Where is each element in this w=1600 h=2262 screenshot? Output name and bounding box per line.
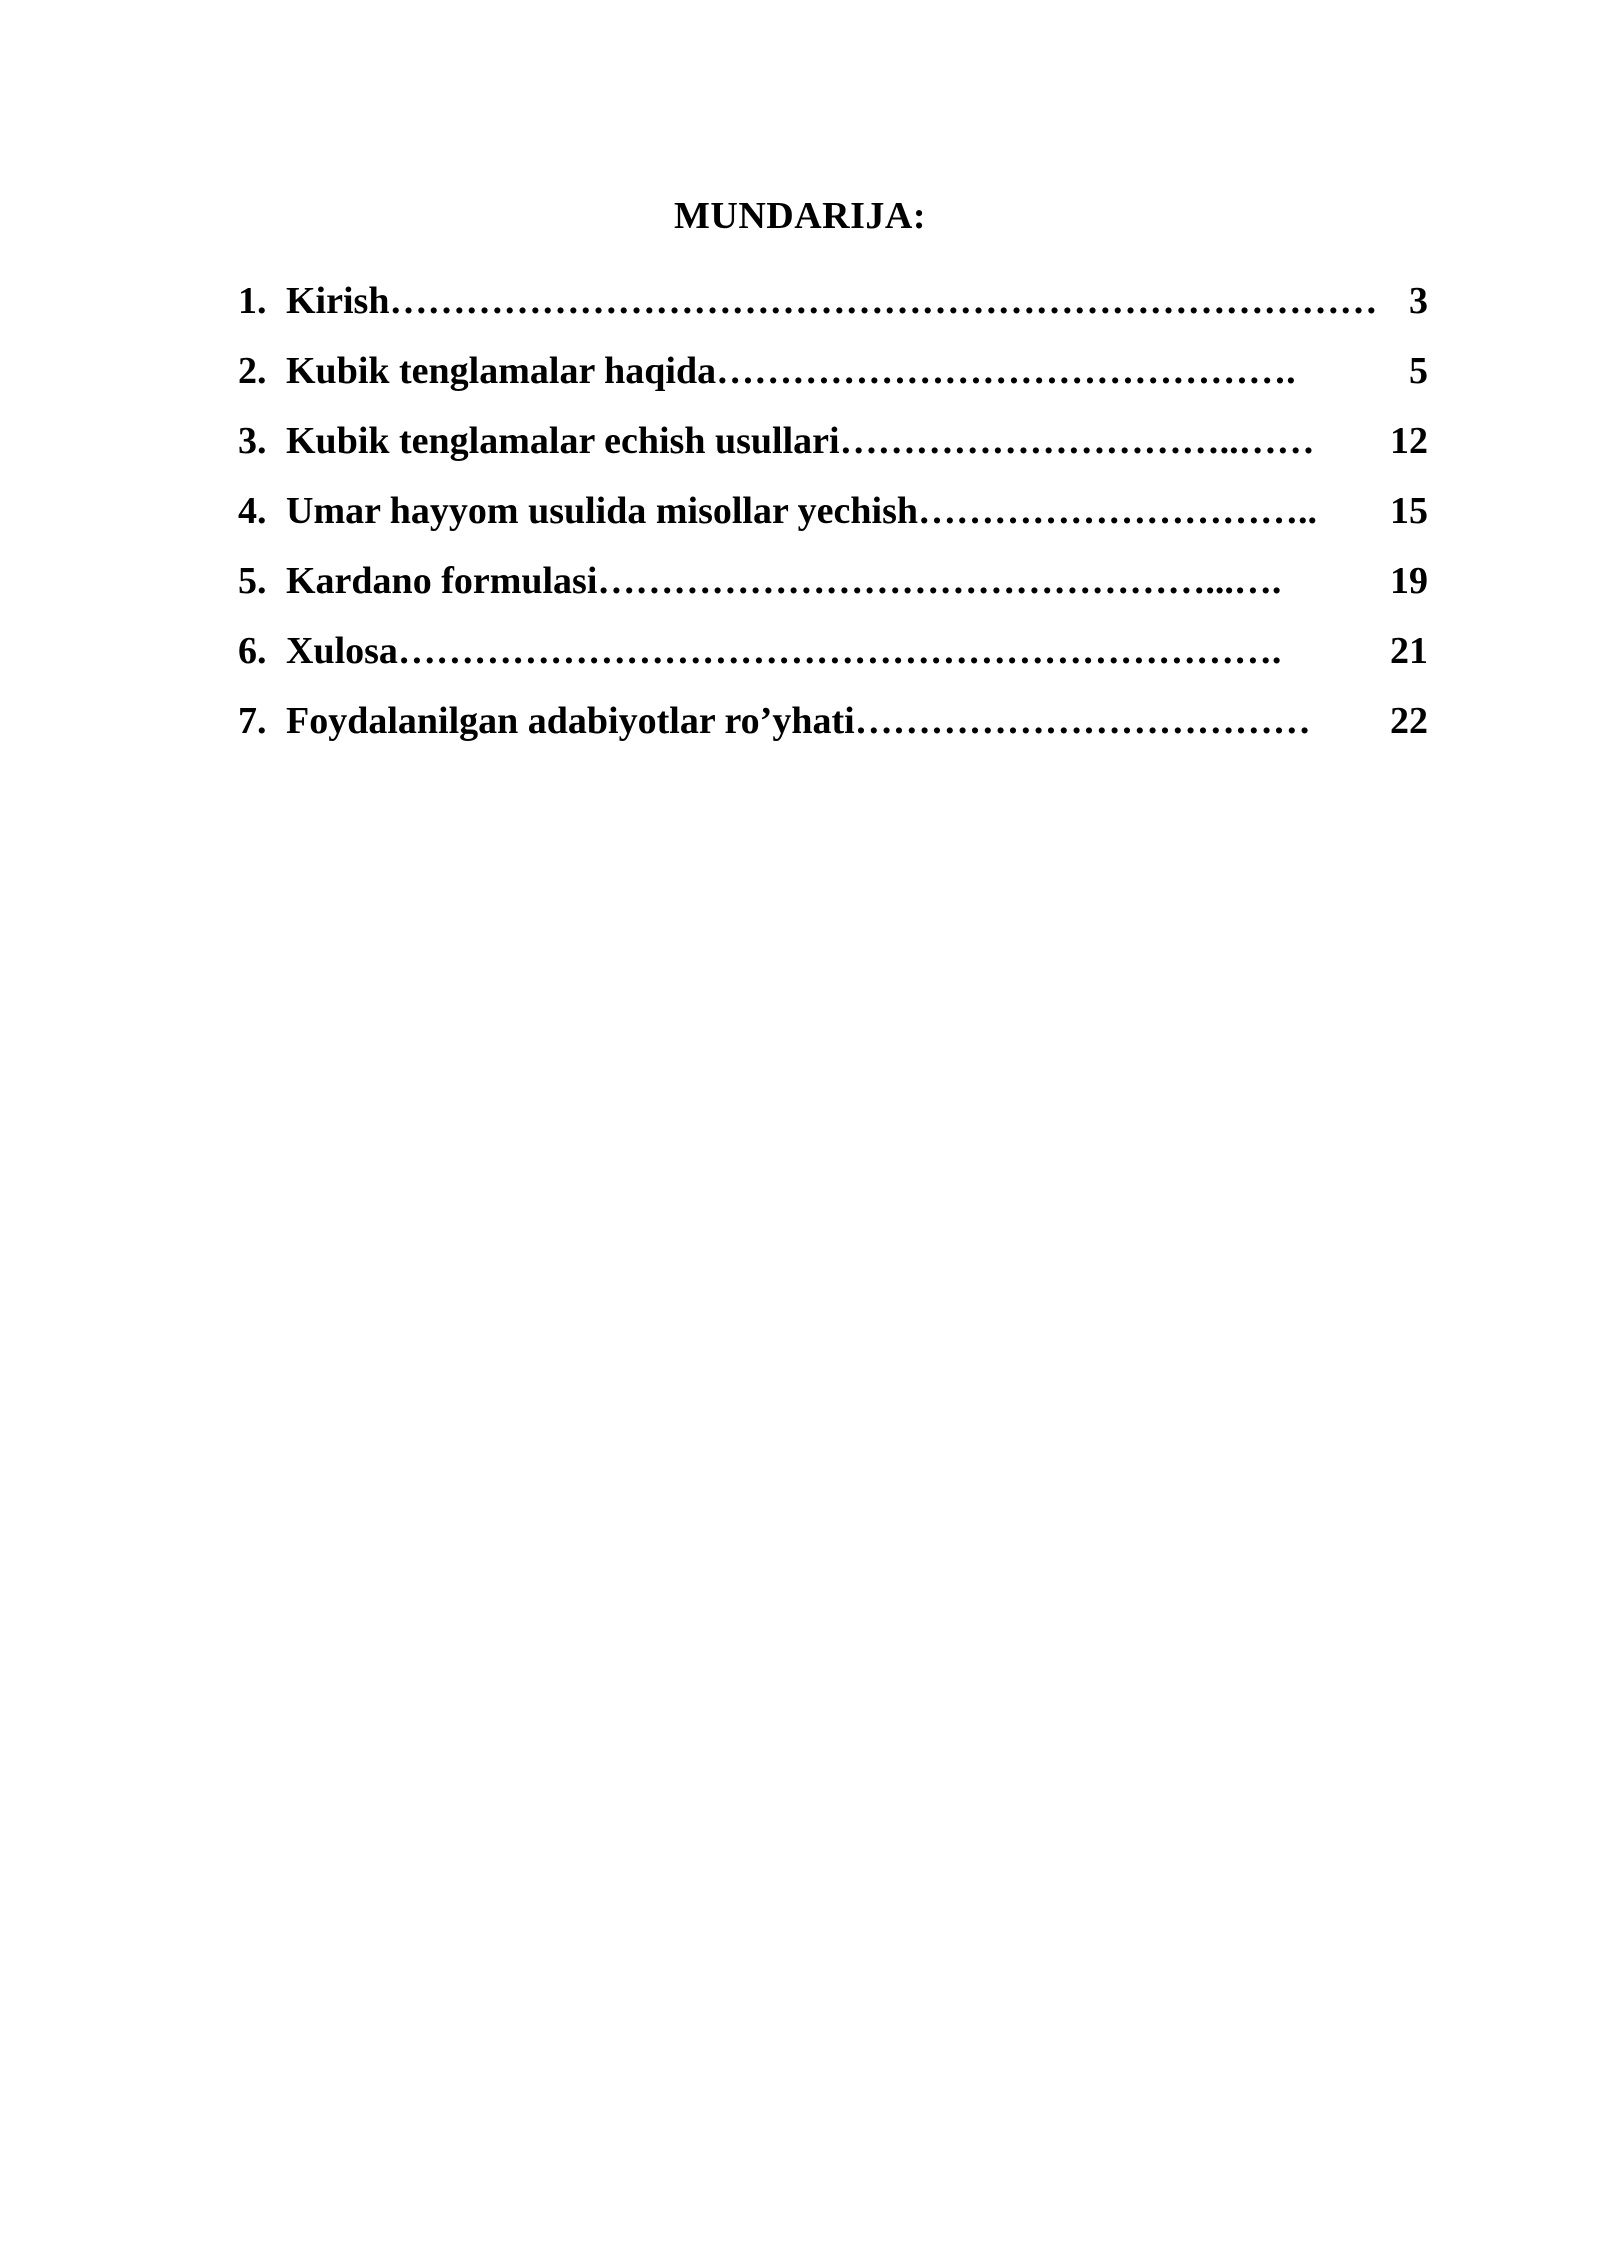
toc-entry-kubik-tenglamalar-haqida [238, 346, 1428, 416]
toc-entry-number: 7. [238, 700, 267, 742]
toc-dot-leader: ………………………………………. [716, 350, 1296, 392]
toc-entry-number: 1. [238, 280, 267, 322]
toc-entry-title: Foydalanilgan adabiyotlar ro’yhati [286, 700, 855, 742]
toc-entry-number: 5. [238, 560, 267, 602]
page-title: MUNDARIJA: [674, 195, 926, 237]
toc-dot-leader: …………………………………………………………………… [389, 280, 1378, 322]
toc-entry-title: Kubik tenglamalar echish usullari [286, 420, 840, 462]
toc-entry-number: 2. [238, 350, 267, 392]
toc-dot-leader: ……………………………………………………………. [397, 630, 1282, 672]
toc-entry-page-number: 5 [1409, 350, 1428, 392]
toc-entry-title: Umar hayyom usulida misollar yechish [286, 490, 919, 532]
toc-entry-number: 4. [238, 490, 267, 532]
toc-entry-page-number: 22 [1390, 700, 1428, 742]
toc-dot-leader: …………………………..…… [839, 420, 1315, 462]
toc-entry-kirish [238, 276, 1428, 346]
toc-entry-number: 6. [238, 630, 267, 672]
toc-entry-page-number: 21 [1390, 630, 1428, 672]
toc-entry-page-number: 12 [1390, 420, 1428, 462]
toc-entry-number: 3. [238, 420, 267, 462]
toc-entry-title: Kubik tenglamalar haqida [286, 350, 717, 392]
toc-entry-page-number: 15 [1390, 490, 1428, 532]
toc-entry-title: Xulosa [286, 630, 398, 672]
toc-entry-foydalanilgan-adabiyotlar [238, 696, 1428, 766]
toc-entry-page-number: 19 [1390, 560, 1428, 602]
toc-entry-title: Kirish [286, 280, 390, 322]
toc-entry-umar-hayyom-usulida [238, 486, 1428, 556]
toc-entry-kubik-tenglamalar-echish-usullari [238, 416, 1428, 486]
toc-entry-kardano-formulasi [238, 556, 1428, 626]
toc-dot-leader: ………………………….. [918, 490, 1318, 532]
toc-entry-page-number: 3 [1409, 280, 1428, 322]
toc-dot-leader: …………………………………………...…. [597, 560, 1282, 602]
toc-entry-title: Kardano formulasi [286, 560, 598, 602]
table-of-contents [238, 276, 1428, 766]
toc-dot-leader: ……………………………… [854, 700, 1311, 742]
toc-entry-xulosa [238, 626, 1428, 696]
